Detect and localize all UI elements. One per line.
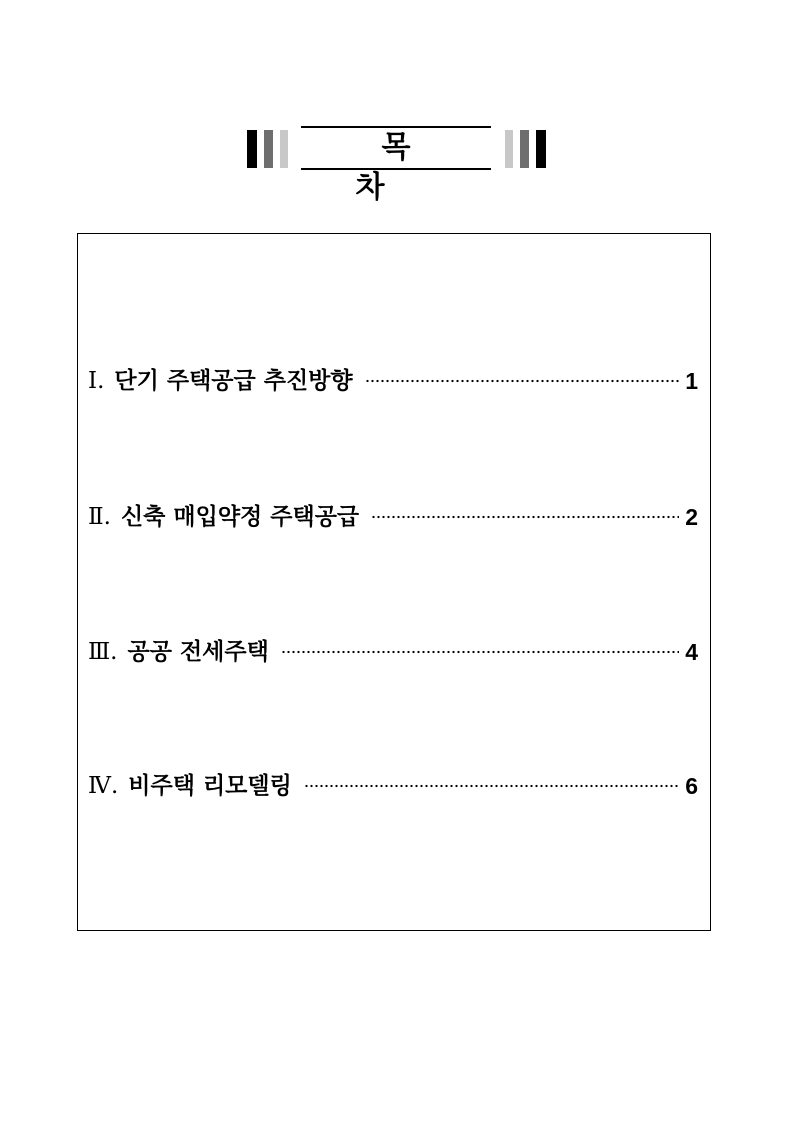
toc-label: 공공 전세주택 [127, 639, 269, 665]
decorative-bar [280, 130, 288, 168]
toc-page-number: 1 [685, 368, 698, 394]
toc-numeral: Ⅱ. [88, 504, 111, 530]
toc-label: 신축 매입약정 주택공급 [120, 504, 360, 530]
dot-leader [365, 379, 680, 383]
decorative-bar [505, 130, 513, 168]
decorative-bar [536, 130, 546, 168]
dot-leader [371, 515, 679, 519]
toc-numeral: Ⅰ. [88, 368, 105, 394]
toc-label: 단기 주택공급 추진방향 [114, 368, 353, 394]
title-box [301, 126, 491, 205]
decorative-bar [247, 130, 257, 168]
toc-item[interactable] [88, 634, 698, 670]
toc-numeral: Ⅳ. [88, 773, 119, 799]
decorative-bar [264, 130, 273, 168]
page-title: 목 차 [355, 130, 463, 205]
decorative-bar [520, 130, 529, 168]
toc-box [77, 233, 711, 931]
toc-page-number: 6 [685, 773, 698, 799]
toc-item[interactable] [88, 499, 698, 535]
toc-page-number: 2 [685, 504, 698, 530]
toc-numeral: Ⅲ. [88, 639, 118, 665]
toc-header [0, 120, 793, 205]
toc-page-number: 4 [685, 639, 698, 665]
toc-item[interactable] [88, 363, 698, 399]
dot-leader [281, 650, 679, 654]
toc-item[interactable] [88, 768, 698, 804]
dot-leader [304, 784, 679, 788]
toc-label: 비주택 리모델링 [128, 773, 292, 799]
